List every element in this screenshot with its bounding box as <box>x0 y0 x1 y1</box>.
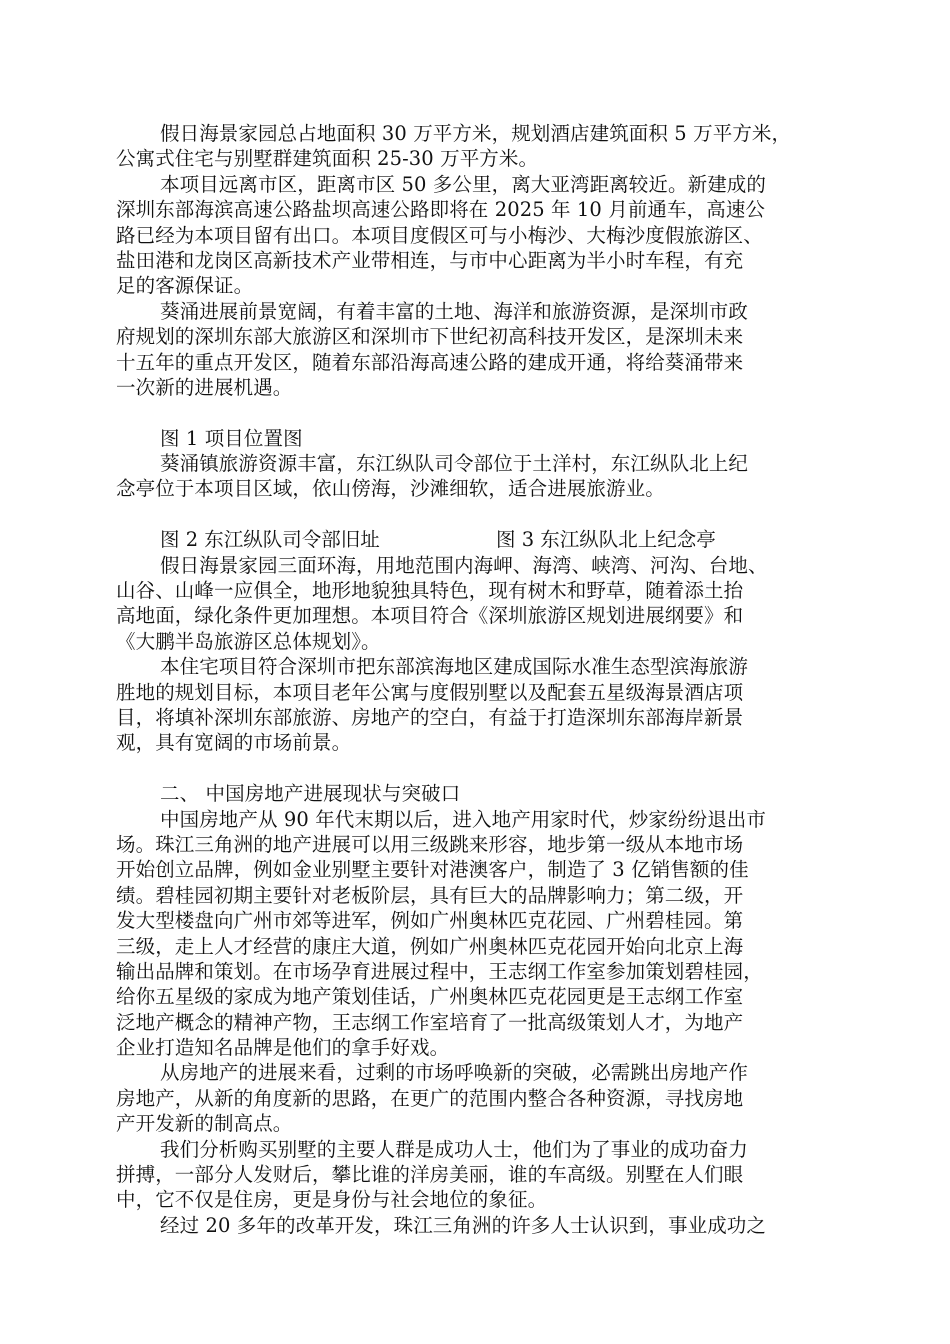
paragraph-line: 《大鹏半岛旅游区总体规划》。 <box>116 629 381 653</box>
paragraph-line: 企业打造知名品牌是他们的拿手好戏。 <box>116 1036 450 1060</box>
paragraph-line: 从房地产的进展来看，过剩的市场呼唤新的突破，必需跳出房地产作 <box>160 1061 749 1085</box>
blank-line <box>116 502 852 527</box>
blank-line <box>116 400 852 425</box>
paragraph-line: 输出品牌和策划。在市场孕育进展过程中，王志纲工作室参加策划碧桂园， <box>116 959 763 983</box>
paragraph-line: 经过 20 多年的改革开发，珠江三角洲的许多人士认识到，事业成功之 <box>160 1213 767 1237</box>
figure-2-caption: 图 2 东江纵队司令部旧址 <box>160 528 380 552</box>
paragraph-line: 盐田港和龙岗区高新技术产业带相连，与市中心距离为半小时车程，有充 <box>116 248 744 272</box>
paragraph-line: 山谷、山峰一应俱全，地形地貌独具特色，现有树木和野草，随着添土抬 <box>116 579 744 603</box>
paragraph-line: 本项目远离市区，距离市区 50 多公里，离大亚湾距离较近。新建成的 <box>160 172 767 196</box>
paragraph-line: 足的客源保证。 <box>116 274 254 298</box>
paragraph-line: 府规划的深圳东部大旅游区和深圳市下世纪初高科技开发区，是深圳未来 <box>116 325 744 349</box>
figure-3-caption: 图 3 东江纵队北上纪念亭 <box>496 528 716 552</box>
paragraph-line: 十五年的重点开发区，随着东部沿海高速公路的建成开通，将给葵涌带来 <box>116 350 744 374</box>
paragraph-line: 场。珠江三角洲的地产进展可以用三级跳来形容，地步第一级从本地市场 <box>116 832 744 856</box>
paragraph-line: 绩。碧桂园初期主要针对老板阶层，具有巨大的品牌影响力；第二级，开 <box>116 883 744 907</box>
paragraph-line: 公寓式住宅与别墅群建筑面积 25-30 万平方米。 <box>116 147 539 171</box>
figure-1-caption: 图 1 项目位置图 <box>160 426 303 450</box>
paragraph-line: 中，它不仅是住房，更是身份与社会地位的象征。 <box>116 1188 548 1212</box>
section-heading: 二、 中国房地产进展现状与突破口 <box>160 782 461 806</box>
paragraph-line: 一次新的进展机遇。 <box>116 375 293 399</box>
figure-captions-row <box>116 527 852 552</box>
paragraph-line: 发大型楼盘向广州市郊等进军，例如广州奥林匹克花园、广州碧桂园。第 <box>116 909 744 933</box>
paragraph-line: 高地面，绿化条件更加理想。本项目符合《深圳旅游区规划进展纲要》和 <box>116 604 744 628</box>
paragraph-line: 深圳东部海滨高速公路盐坝高速公路即将在 2025 年 10 月前通车，高速公 <box>116 198 766 222</box>
blank-line <box>116 756 852 781</box>
paragraph-line: 观，具有宽阔的市场前景。 <box>116 731 352 755</box>
paragraph-line: 拼搏，一部分人发财后，攀比谁的洋房美丽，谁的车高级。别墅在人们眼 <box>116 1163 744 1187</box>
paragraph-line: 产开发新的制高点。 <box>116 1112 293 1136</box>
paragraph-line: 目，将填补深圳东部旅游、房地产的空白，有益于打造深圳东部海岸新景 <box>116 705 744 729</box>
paragraph-line: 中国房地产从 90 年代末期以后，进入地产用家时代，炒家纷纷退出市 <box>160 807 767 831</box>
paragraph-line: 泛地产概念的精神产物，王志纲工作室培育了一批高级策划人才，为地产 <box>116 1010 744 1034</box>
document-body <box>116 121 852 1238</box>
paragraph-line: 葵涌镇旅游资源丰富，东江纵队司令部位于土洋村，东江纵队北上纪 <box>160 452 749 476</box>
paragraph-line: 房地产，从新的角度新的思路，在更广的范围内整合各种资源，寻找房地 <box>116 1086 744 1110</box>
paragraph-line: 本住宅项目符合深圳市把东部滨海地区建成国际水准生态型滨海旅游 <box>160 655 749 679</box>
paragraph-line: 我们分析购买别墅的主要人群是成功人士，他们为了事业的成功奋力 <box>160 1137 749 1161</box>
paragraph-line: 三级，走上人才经营的康庄大道，例如广州奥林匹克花园开始向北京上海 <box>116 934 744 958</box>
paragraph-line: 胜地的规划目标，本项目老年公寓与度假别墅以及配套五星级海景酒店项 <box>116 680 744 704</box>
paragraph-line: 路已经为本项目留有出口。本项目度假区可与小梅沙、大梅沙度假旅游区、 <box>116 223 763 247</box>
paragraph-line: 念亭位于本项目区域，依山傍海，沙滩细软，适合进展旅游业。 <box>116 477 665 501</box>
paragraph-line: 给你五星级的家成为地产策划佳话，广州奥林匹克花园更是王志纲工作室 <box>116 985 744 1009</box>
paragraph-line: 开始创立品牌，例如金业别墅主要针对港澳客户，制造了 3 亿销售额的佳 <box>116 858 749 882</box>
paragraph-line: 假日海景家园三面环海，用地范围内海岬、海湾、峡湾、河沟、台地、 <box>160 553 768 577</box>
paragraph-line: 假日海景家园总占地面积 30 万平方米，规划酒店建筑面积 5 万平方米， <box>160 122 792 145</box>
paragraph-line: 葵涌进展前景宽阔，有着丰富的土地、海洋和旅游资源，是深圳市政 <box>160 299 749 323</box>
